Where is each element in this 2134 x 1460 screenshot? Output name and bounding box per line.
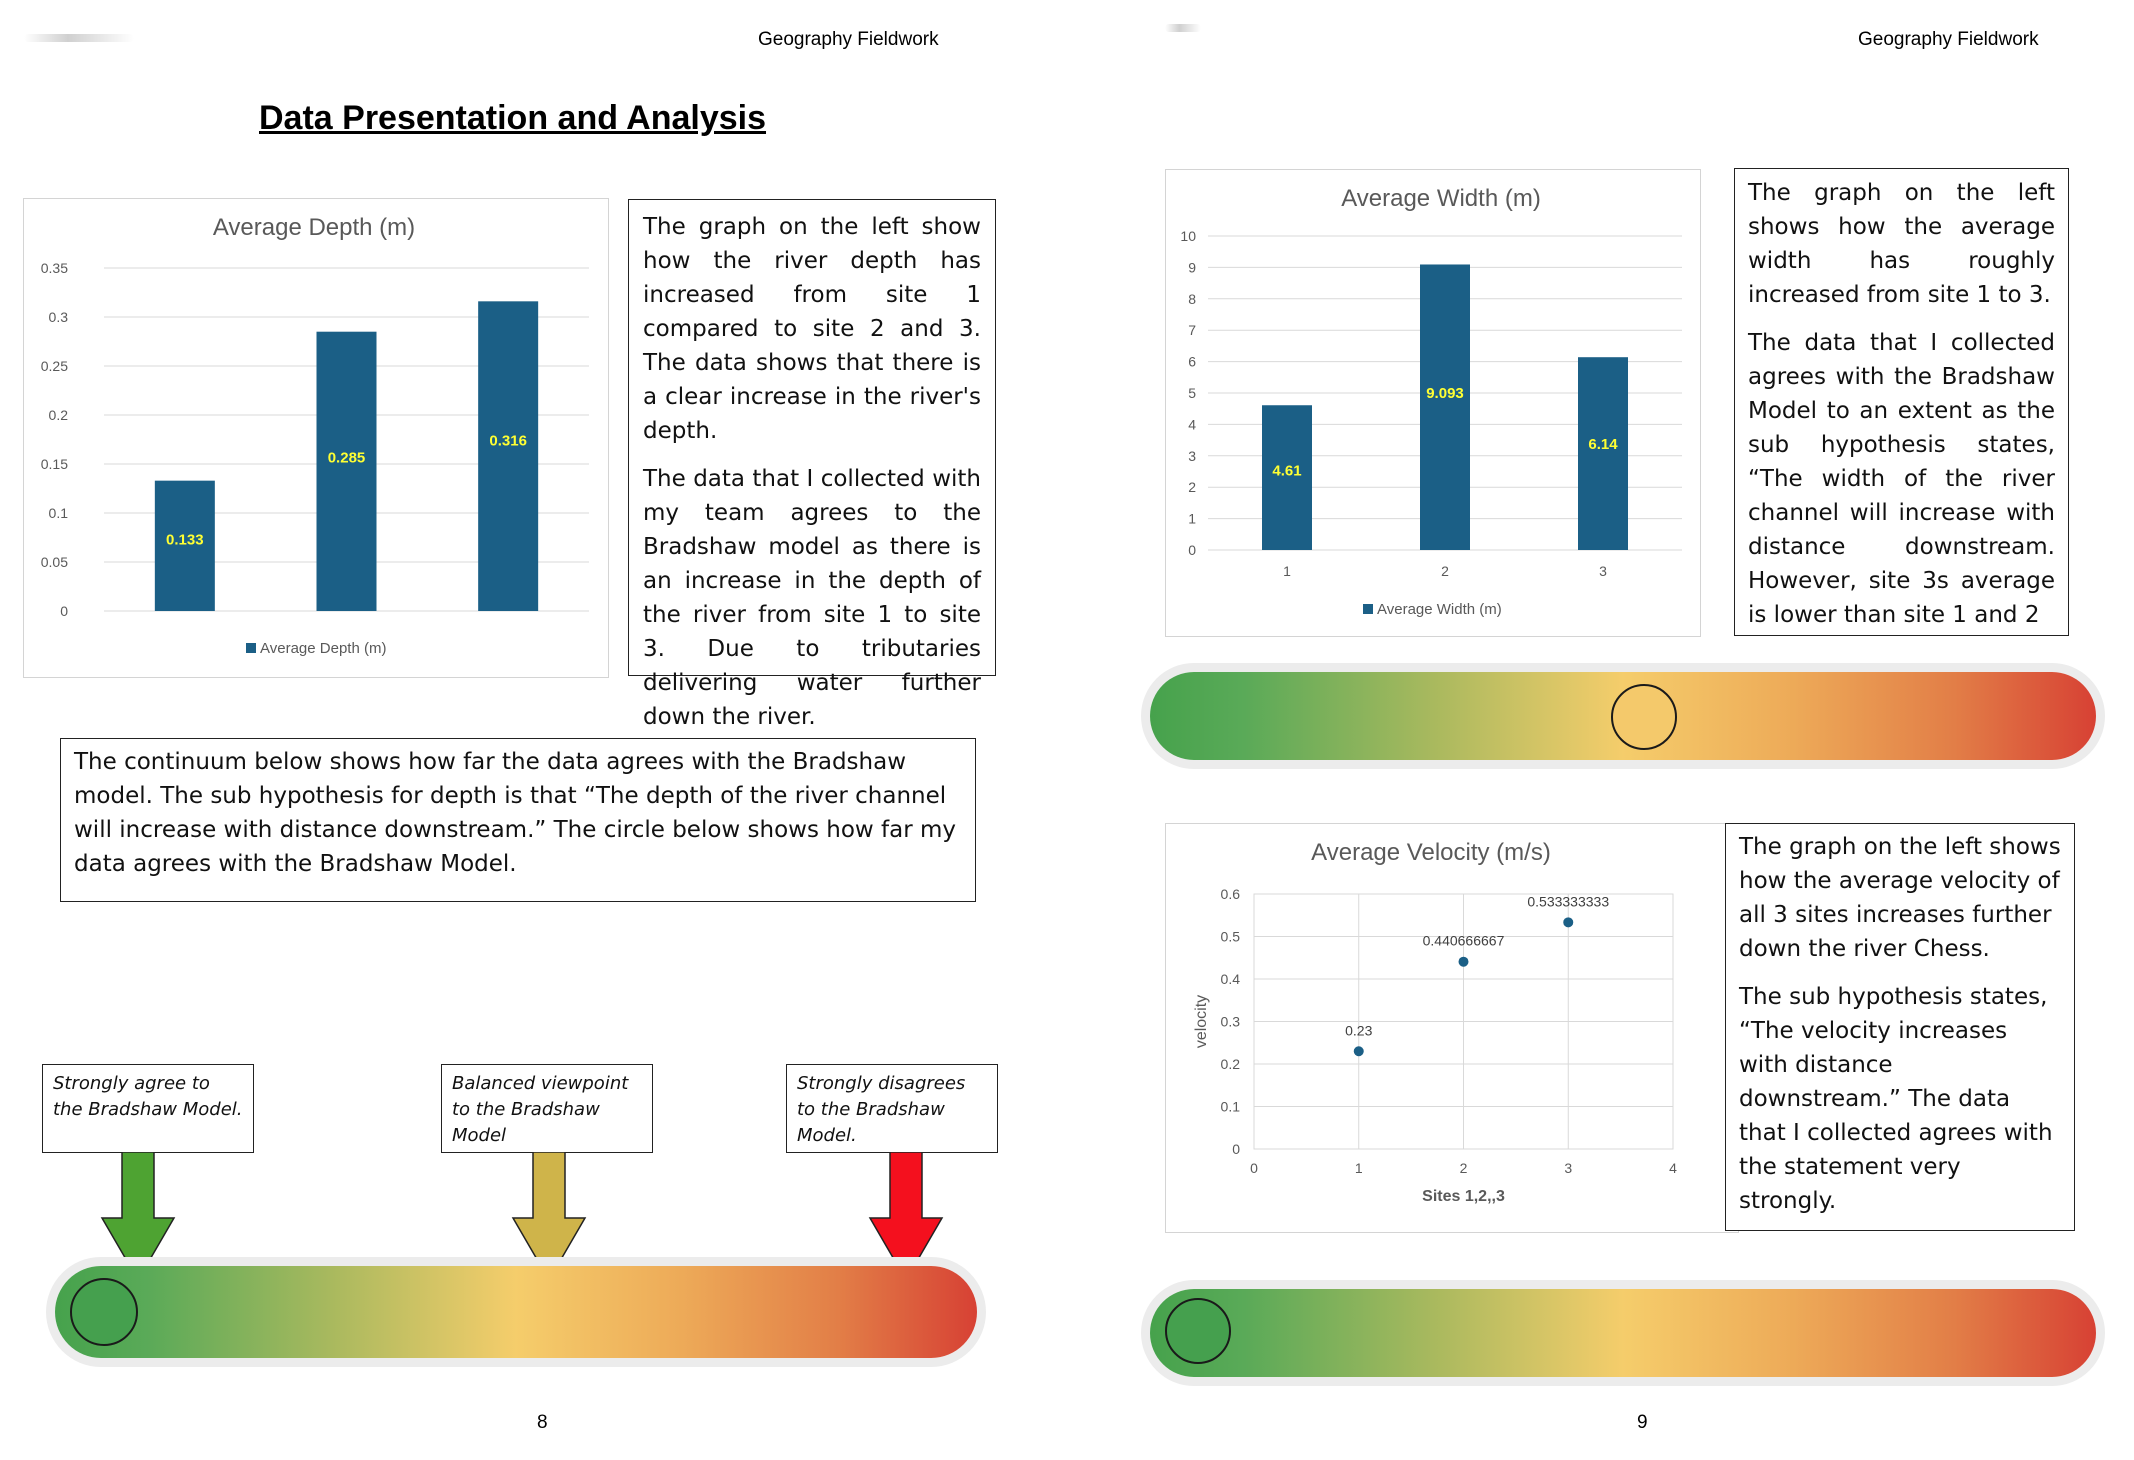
y-tick-label: 0.5 (1220, 928, 1240, 945)
width-analysis-textbox (1734, 168, 2069, 636)
y-tick-label: 1 (1188, 510, 1196, 527)
down-arrow-icon-agree (100, 1152, 176, 1282)
bar (1578, 357, 1628, 550)
y-tick-label: 0.3 (48, 309, 68, 325)
y-tick-label: 0.05 (40, 554, 68, 570)
width-continuum-marker (1611, 684, 1677, 750)
x-tick-label: 3 (1599, 563, 1607, 579)
data-label: 0.285 (327, 449, 366, 467)
bar (1420, 264, 1470, 550)
y-tick-label: 9 (1188, 259, 1196, 276)
velocity-analysis-paragraph-1: The graph on the left shows how the average velocity of all 3 sites increases further down the river Chess. (1739, 834, 2061, 962)
legend-swatch (1363, 604, 1373, 614)
y-tick-label: 0 (60, 603, 68, 619)
chart-title: Average Width (m) (1341, 185, 1541, 212)
page-number: 9 (1637, 1412, 1648, 1433)
data-label: 0.533333333 (1527, 893, 1610, 910)
scribble-mark (24, 34, 134, 42)
continuum-explanation-textbox (60, 738, 976, 902)
strongly-agree-label: Strongly agree to the Bradshaw Model. (42, 1064, 254, 1153)
bar (317, 332, 377, 611)
depth-analysis-paragraph-2: The data that I collected with my team agrees to the Bradshaw model as there is an increase in the depth of the river from site 1 to site 3. Due to tributaries delivering water further down the river. (643, 466, 981, 730)
data-point (1354, 1046, 1364, 1056)
width-analysis-paragraph-1: The graph on the left shows how the average width has roughly increased from site 1 to 3. (1748, 180, 2055, 308)
chart-title: Average Velocity (m/s) (1311, 839, 1551, 866)
legend-label: Average Depth (m) (260, 640, 387, 657)
average-width-chart-svg (1166, 170, 1700, 636)
y-tick-label: 5 (1188, 385, 1196, 401)
data-label: 0.133 (166, 531, 204, 549)
y-tick-label: 0 (1188, 542, 1196, 558)
y-tick-label: 2 (1188, 479, 1196, 496)
depth-continuum-bar (55, 1266, 977, 1358)
average-width-chart (1165, 169, 1701, 637)
page-title: Data Presentation and Analysis (259, 99, 767, 137)
balanced-viewpoint-label: Balanced viewpoint to the Bradshaw Model (441, 1064, 653, 1153)
y-tick-label: 10 (1180, 228, 1196, 244)
velocity-analysis-textbox (1725, 823, 2075, 1231)
down-arrow-icon-disagree (868, 1152, 944, 1282)
x-tick-label: 4 (1669, 1160, 1677, 1176)
y-tick-label: 0.1 (48, 505, 68, 521)
average-velocity-chart-svg (1166, 824, 1738, 1232)
y-tick-label: 8 (1188, 290, 1196, 307)
y-tick-label: 0.25 (40, 358, 68, 374)
x-tick-label: 2 (1459, 1160, 1468, 1176)
chart-title: Average Depth (m) (212, 214, 416, 241)
y-axis-label: velocity (1193, 994, 1210, 1049)
page-number: 8 (537, 1412, 548, 1433)
velocity-analysis-paragraph-2: The sub hypothesis states, “The velocity increases with distance downstream.” The data that I collected agrees with the statement very strongly. (1739, 984, 2053, 1214)
data-label: 0.440666667 (1422, 932, 1505, 949)
y-tick-label: 0.3 (1220, 1013, 1240, 1030)
velocity-continuum-marker (1165, 1298, 1231, 1364)
data-label: 9.093 (1426, 384, 1464, 402)
down-arrow-icon-balanced (511, 1152, 587, 1282)
data-label: 6.14 (1588, 435, 1618, 453)
depth-analysis-paragraph-1: The graph on the left show how the river depth has increased from site 1 compared to site 2 and 3. The data shows that there is a clear increase in the river's depth. (643, 214, 981, 444)
scribble-mark (1165, 24, 1201, 32)
x-tick-label: 0 (1250, 1160, 1258, 1176)
x-tick-label: 1 (1283, 563, 1291, 579)
depth-continuum-marker (70, 1278, 138, 1346)
legend-label: Average Width (m) (1377, 601, 1502, 618)
bar (478, 301, 538, 611)
y-tick-label: 0.35 (40, 260, 68, 276)
strongly-disagrees-label: Strongly disagrees to the Bradshaw Model. (786, 1064, 998, 1153)
y-tick-label: 0.15 (40, 456, 68, 472)
x-tick-label: 2 (1441, 563, 1449, 579)
y-tick-label: 0.6 (1220, 886, 1240, 902)
legend-swatch (246, 643, 256, 653)
page-header: Geography Fieldwork (758, 29, 939, 50)
average-depth-chart-svg (24, 199, 608, 677)
data-point (1459, 957, 1469, 967)
data-label: 0.316 (489, 432, 527, 450)
velocity-continuum-bar (1150, 1289, 2096, 1377)
x-tick-label: 1 (1354, 1160, 1363, 1176)
data-label: 0.23 (1345, 1022, 1373, 1039)
y-tick-label: 0.1 (1220, 1098, 1240, 1115)
data-point (1563, 917, 1573, 927)
y-tick-label: 3 (1188, 447, 1196, 464)
y-tick-label: 0.2 (1220, 1056, 1240, 1072)
x-axis-label: Sites 1,2,,3 (1422, 1188, 1505, 1205)
y-tick-label: 0 (1232, 1141, 1240, 1157)
y-tick-label: 0.2 (48, 407, 68, 423)
x-tick-label: 3 (1564, 1160, 1573, 1176)
y-tick-label: 7 (1188, 322, 1196, 339)
depth-analysis-textbox (628, 199, 996, 730)
y-tick-label: 6 (1188, 353, 1196, 370)
data-label: 4.61 (1272, 462, 1302, 480)
continuum-explanation-text: The continuum below shows how far the data agrees with the Bradshaw model. The sub hypothesis for depth is that “The depth of the river channel will increase with distance downstream.” The circle below shows how far my data agrees with the Bradshaw Model. (74, 749, 957, 877)
average-depth-chart (23, 198, 609, 678)
page-header: Geography Fieldwork (1858, 29, 2039, 50)
y-tick-label: 0.4 (1220, 971, 1240, 987)
average-velocity-chart (1165, 823, 1739, 1233)
width-analysis-paragraph-2: The data that I collected agrees with the Bradshaw Model to an extent as the sub hypothesis states, “The width of the river channel will increase with distance downstream. However, site 3s average is lower than site 1 and 2 (1748, 330, 2055, 628)
y-tick-label: 4 (1188, 416, 1196, 433)
